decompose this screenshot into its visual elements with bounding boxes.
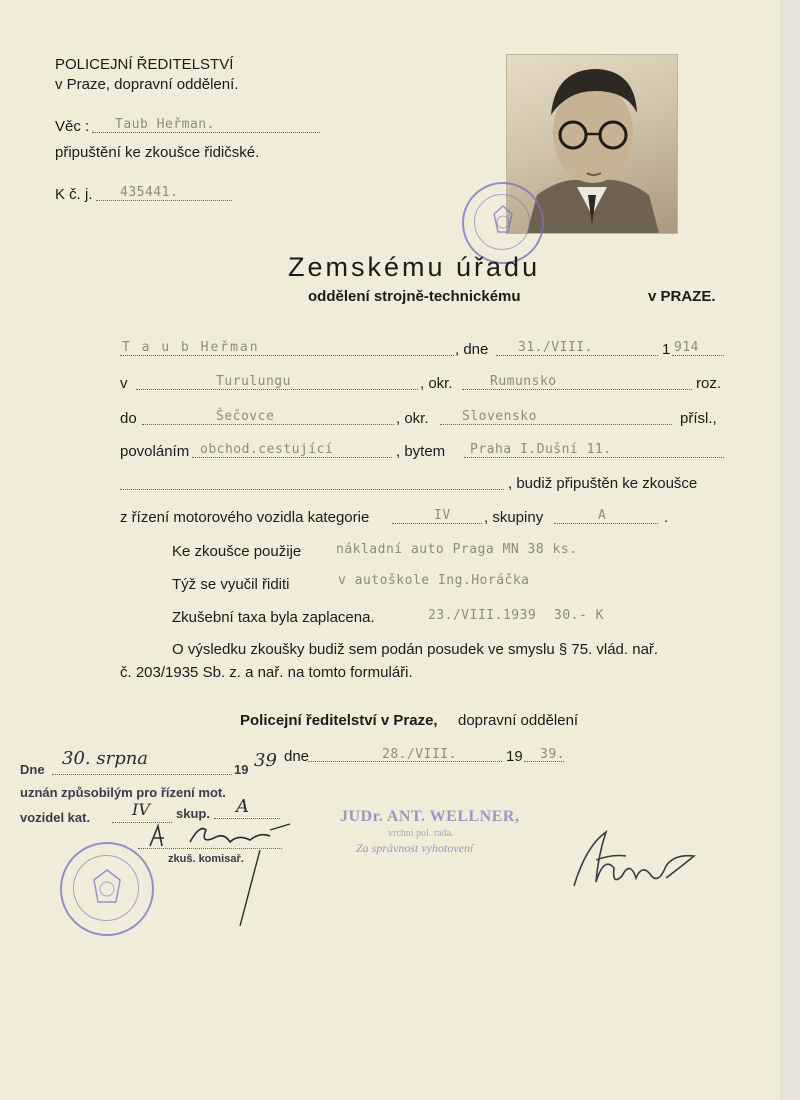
birth-district-label: , okr. <box>420 375 453 392</box>
admit-text: , budiž připuštěn ke zkoušce <box>508 475 698 492</box>
domicile: Šečovce <box>216 409 275 424</box>
addressee-city: v PRAZE. <box>648 288 716 305</box>
official-note-stamp: Za správnost vyhotovení <box>356 841 474 855</box>
issue-year-prefix: 19 <box>506 748 523 765</box>
subject-value: Taub Heřman. <box>115 117 215 132</box>
domicile-dots <box>142 424 394 425</box>
prisl-label: přísl., <box>680 410 717 427</box>
subject-dots <box>92 132 320 133</box>
domicile-district-label: , okr. <box>396 410 429 427</box>
vehicle-category-handwritten: IV <box>132 800 150 819</box>
occupation-dots <box>192 457 392 458</box>
birth-year-prefix: 1 <box>662 341 671 358</box>
exam-year-prefix: 19 <box>234 762 249 777</box>
examiner-dots <box>138 848 282 849</box>
birth-year: 914 <box>674 340 699 355</box>
reference-value: 435441. <box>120 185 179 200</box>
applicant-name: T a u b Heřman <box>122 340 260 355</box>
addressee-department: oddělení strojně-technickému <box>308 288 521 305</box>
vehicle: nákladní auto Praga MN 38 ks. <box>336 542 578 557</box>
exam-date-dots <box>52 774 232 775</box>
subject-text: připuštění ke zkoušce řidičské. <box>55 144 260 161</box>
scan-edge <box>780 0 800 1100</box>
exam-group-label: skup. <box>176 806 210 821</box>
driving-school: v autoškole Ing.Horáčka <box>338 573 530 588</box>
exam-date-handwritten: 30. srpna <box>62 748 149 769</box>
residence: Praha I.Dušní 11. <box>470 442 612 457</box>
group-dots <box>554 523 658 524</box>
birth-date-label: , dne <box>455 341 489 358</box>
issuer-department: dopravní oddělení <box>458 712 579 729</box>
reference-dots <box>96 200 232 201</box>
fee-amount: 30.- K <box>554 608 604 623</box>
examiner-signature <box>140 820 300 930</box>
issuer: Policejní ředitelství v Praze, <box>240 712 438 729</box>
category-label: z řízení motorového vozidla kategorie <box>120 509 370 526</box>
result-line-1: O výsledku zkoušky budiž sem podán posudek ve smyslu § 75. vlád. nař. <box>172 641 659 658</box>
vehicle-label: Ke zkoušce použije <box>172 543 302 560</box>
official-name-stamp: JUDr. ANT. WELLNER, <box>340 808 520 825</box>
official-signature <box>566 826 706 906</box>
birthplace: Turulungu <box>216 374 291 389</box>
residence-label: , bytem <box>396 443 446 460</box>
issue-year: 39. <box>540 747 565 762</box>
birthplace-dots <box>136 389 418 390</box>
domicile-district: Slovensko <box>462 409 537 424</box>
group-label: , skupiny <box>484 509 544 526</box>
fee-date: 23./VIII.1939 <box>428 608 537 623</box>
issue-date-label: dne <box>284 748 310 765</box>
subject-label: Věc : <box>55 118 90 135</box>
category: IV <box>434 508 451 523</box>
official-title-stamp: vrchní pol. rada. <box>388 828 454 839</box>
exam-result-text: uznán způsobilým pro řízení mot. <box>20 785 226 800</box>
addressee-title: Zemskému úřadu <box>288 252 541 282</box>
occupation-label: povoláním <box>120 443 190 460</box>
authority-name: POLICEJNÍ ŘEDITELSTVÍ <box>55 56 234 73</box>
trained-label: Týž se vyučil řiditi <box>172 576 290 593</box>
birth-district: Rumunsko <box>490 374 557 389</box>
exam-group-handwritten: A <box>236 796 249 817</box>
issue-date: 28./VIII. <box>382 747 457 762</box>
exam-date-label: Dne <box>20 762 45 777</box>
examiner-label: zkuš. komisař. <box>168 853 244 865</box>
name-dots <box>120 355 454 356</box>
residence-dots <box>464 457 724 458</box>
exam-year-handwritten: 39 <box>254 750 277 771</box>
category-dots <box>392 523 482 524</box>
domicile-district-dots <box>440 424 672 425</box>
group: A <box>598 508 607 523</box>
roz-label: roz. <box>696 375 722 392</box>
birth-district-dots <box>462 389 692 390</box>
birthplace-label: v <box>120 375 128 392</box>
domicile-label: do <box>120 410 137 427</box>
examiner-round-stamp <box>60 842 154 936</box>
fee-label: Zkušební taxa byla zaplacena. <box>172 609 375 626</box>
exam-group-dots <box>214 818 280 819</box>
occupation: obchod.cestující <box>200 442 334 457</box>
group-period: . <box>664 509 669 526</box>
reference-label: K č. j. <box>55 186 93 203</box>
admit-dots <box>120 489 504 490</box>
birth-date-dots <box>496 355 658 356</box>
vehicle-category-label: vozidel kat. <box>20 810 91 825</box>
authority-department: v Praze, dopravní oddělení. <box>55 76 239 93</box>
birth-date: 31./VIII. <box>518 340 593 355</box>
birth-year-dots <box>672 355 724 356</box>
result-line-2: č. 203/1935 Sb. z. a nař. na tomto formuláři. <box>120 664 413 681</box>
